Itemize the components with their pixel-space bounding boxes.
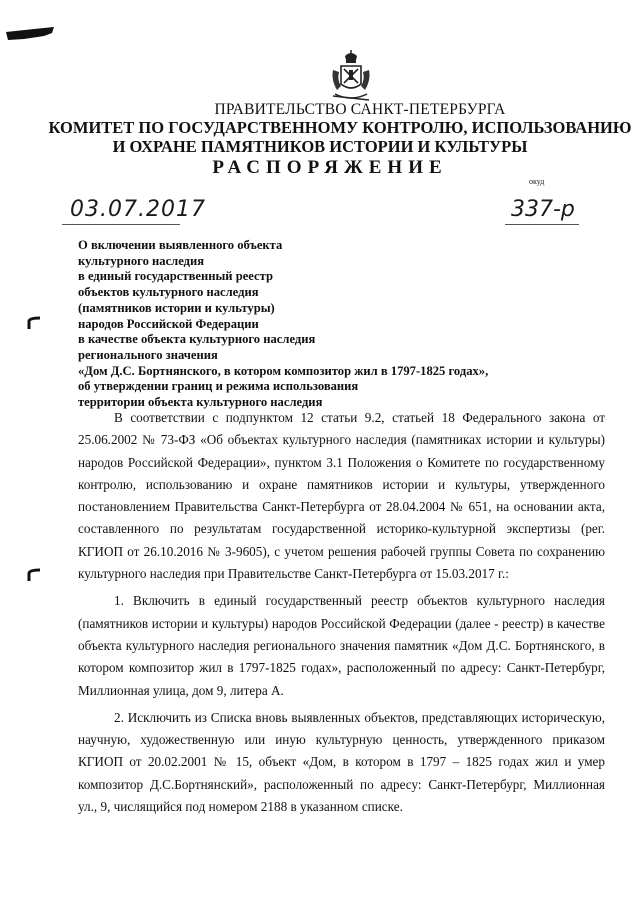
title-line: в качестве объекта культурного наследия <box>78 332 316 347</box>
item-2-paragraph: 2. Исключить из Списка вновь выявленных объектов, представляющих историческую, научную, художественную или иную культурную ценность, утвержденного приказом КГИОП от 20.02.2001 № 15, объект «Дом, в котором в 1797 – 1825 годах жил и умер композитор Д.С.Бортнянский», расположенный по адресу: Санкт-Петербург, Миллионная ул., 9, числящийся под номером 2188 в указанном списке. <box>78 709 605 815</box>
preamble-paragraph: В соответствии с подпунктом 12 статьи 9.2, статьей 18 Федерального закона от 25.06.2002 № 73-ФЗ «Об объектах культурного наследия (памятниках истории и культуры) народов Российской Федерации», пунктом 3.1 Положения о Комитете по государственному контролю, использованию и охране памятников истории и культуры, утвержденного постановлением Правительства Санкт-Петербурга от 28.04.2004 № 651, на основании акта, составленного по результатам государственной историко-культурной экспертизы (рег. КГИОП от 26.10.2016 № 3-9605), с учетом решения рабочей группы Совета по сохранению культурного наследия при Правительстве Санкт-Петербурга от 15.03.2017 г.: <box>78 410 605 582</box>
document-date: 03.07.2017 <box>70 197 206 222</box>
title-line: в единый государственный реестр <box>78 269 273 284</box>
title-line: «Дом Д.С. Бортнянского, в котором композитор жил в 1797-1825 годах», <box>78 363 489 378</box>
title-line: О включении выявленного объекта <box>78 238 283 252</box>
title-line: (памятников истории и культуры) <box>78 300 275 315</box>
ink-smudge-icon <box>4 26 56 42</box>
coat-of-arms-icon <box>329 50 373 104</box>
document-number: 337-р <box>511 197 575 222</box>
title-line: территории объекта культурного наследия <box>78 395 323 410</box>
item-1-paragraph: 1. Включить в единый государственный реестр объектов культурного наследия (памятников истории и культуры) народов Российской Федерации (далее - реестр) в качестве объекта культурного наследия регионального значения памятник «Дом Д.С. Бортнянского, в котором композитор жил в 1797-1825 годах», расположенный по адресу: Санкт-Петербург, Миллионная улица, дом 9, литера А. <box>78 593 605 698</box>
title-line: народов Российской Федерации <box>78 316 259 331</box>
title-line: регионального значения <box>78 347 218 362</box>
title-line: культурного наследия <box>78 253 205 268</box>
committee-name-line1: КОМИТЕТ ПО ГОСУДАРСТВЕННОМУ КОНТРОЛЮ, ИСПОЛЬЗОВАНИЮ <box>48 118 632 137</box>
okud-label: окуд <box>529 177 545 186</box>
document-type: РАСПОРЯЖЕНИЕ <box>212 157 448 178</box>
government-name: ПРАВИТЕЛЬСТВО САНКТ-ПЕТЕРБУРГА <box>214 101 506 118</box>
number-underline <box>505 224 579 225</box>
margin-bracket-mark-icon <box>26 316 42 330</box>
margin-bracket-mark-icon <box>26 568 42 582</box>
document-title <box>78 238 538 411</box>
document-body <box>78 407 605 823</box>
title-line: объектов культурного наследия <box>78 285 259 300</box>
title-line: об утверждении границ и режима использования <box>78 379 359 394</box>
committee-name-line2: И ОХРАНЕ ПАМЯТНИКОВ ИСТОРИИ И КУЛЬТУРЫ <box>112 137 528 156</box>
date-underline <box>62 224 180 225</box>
